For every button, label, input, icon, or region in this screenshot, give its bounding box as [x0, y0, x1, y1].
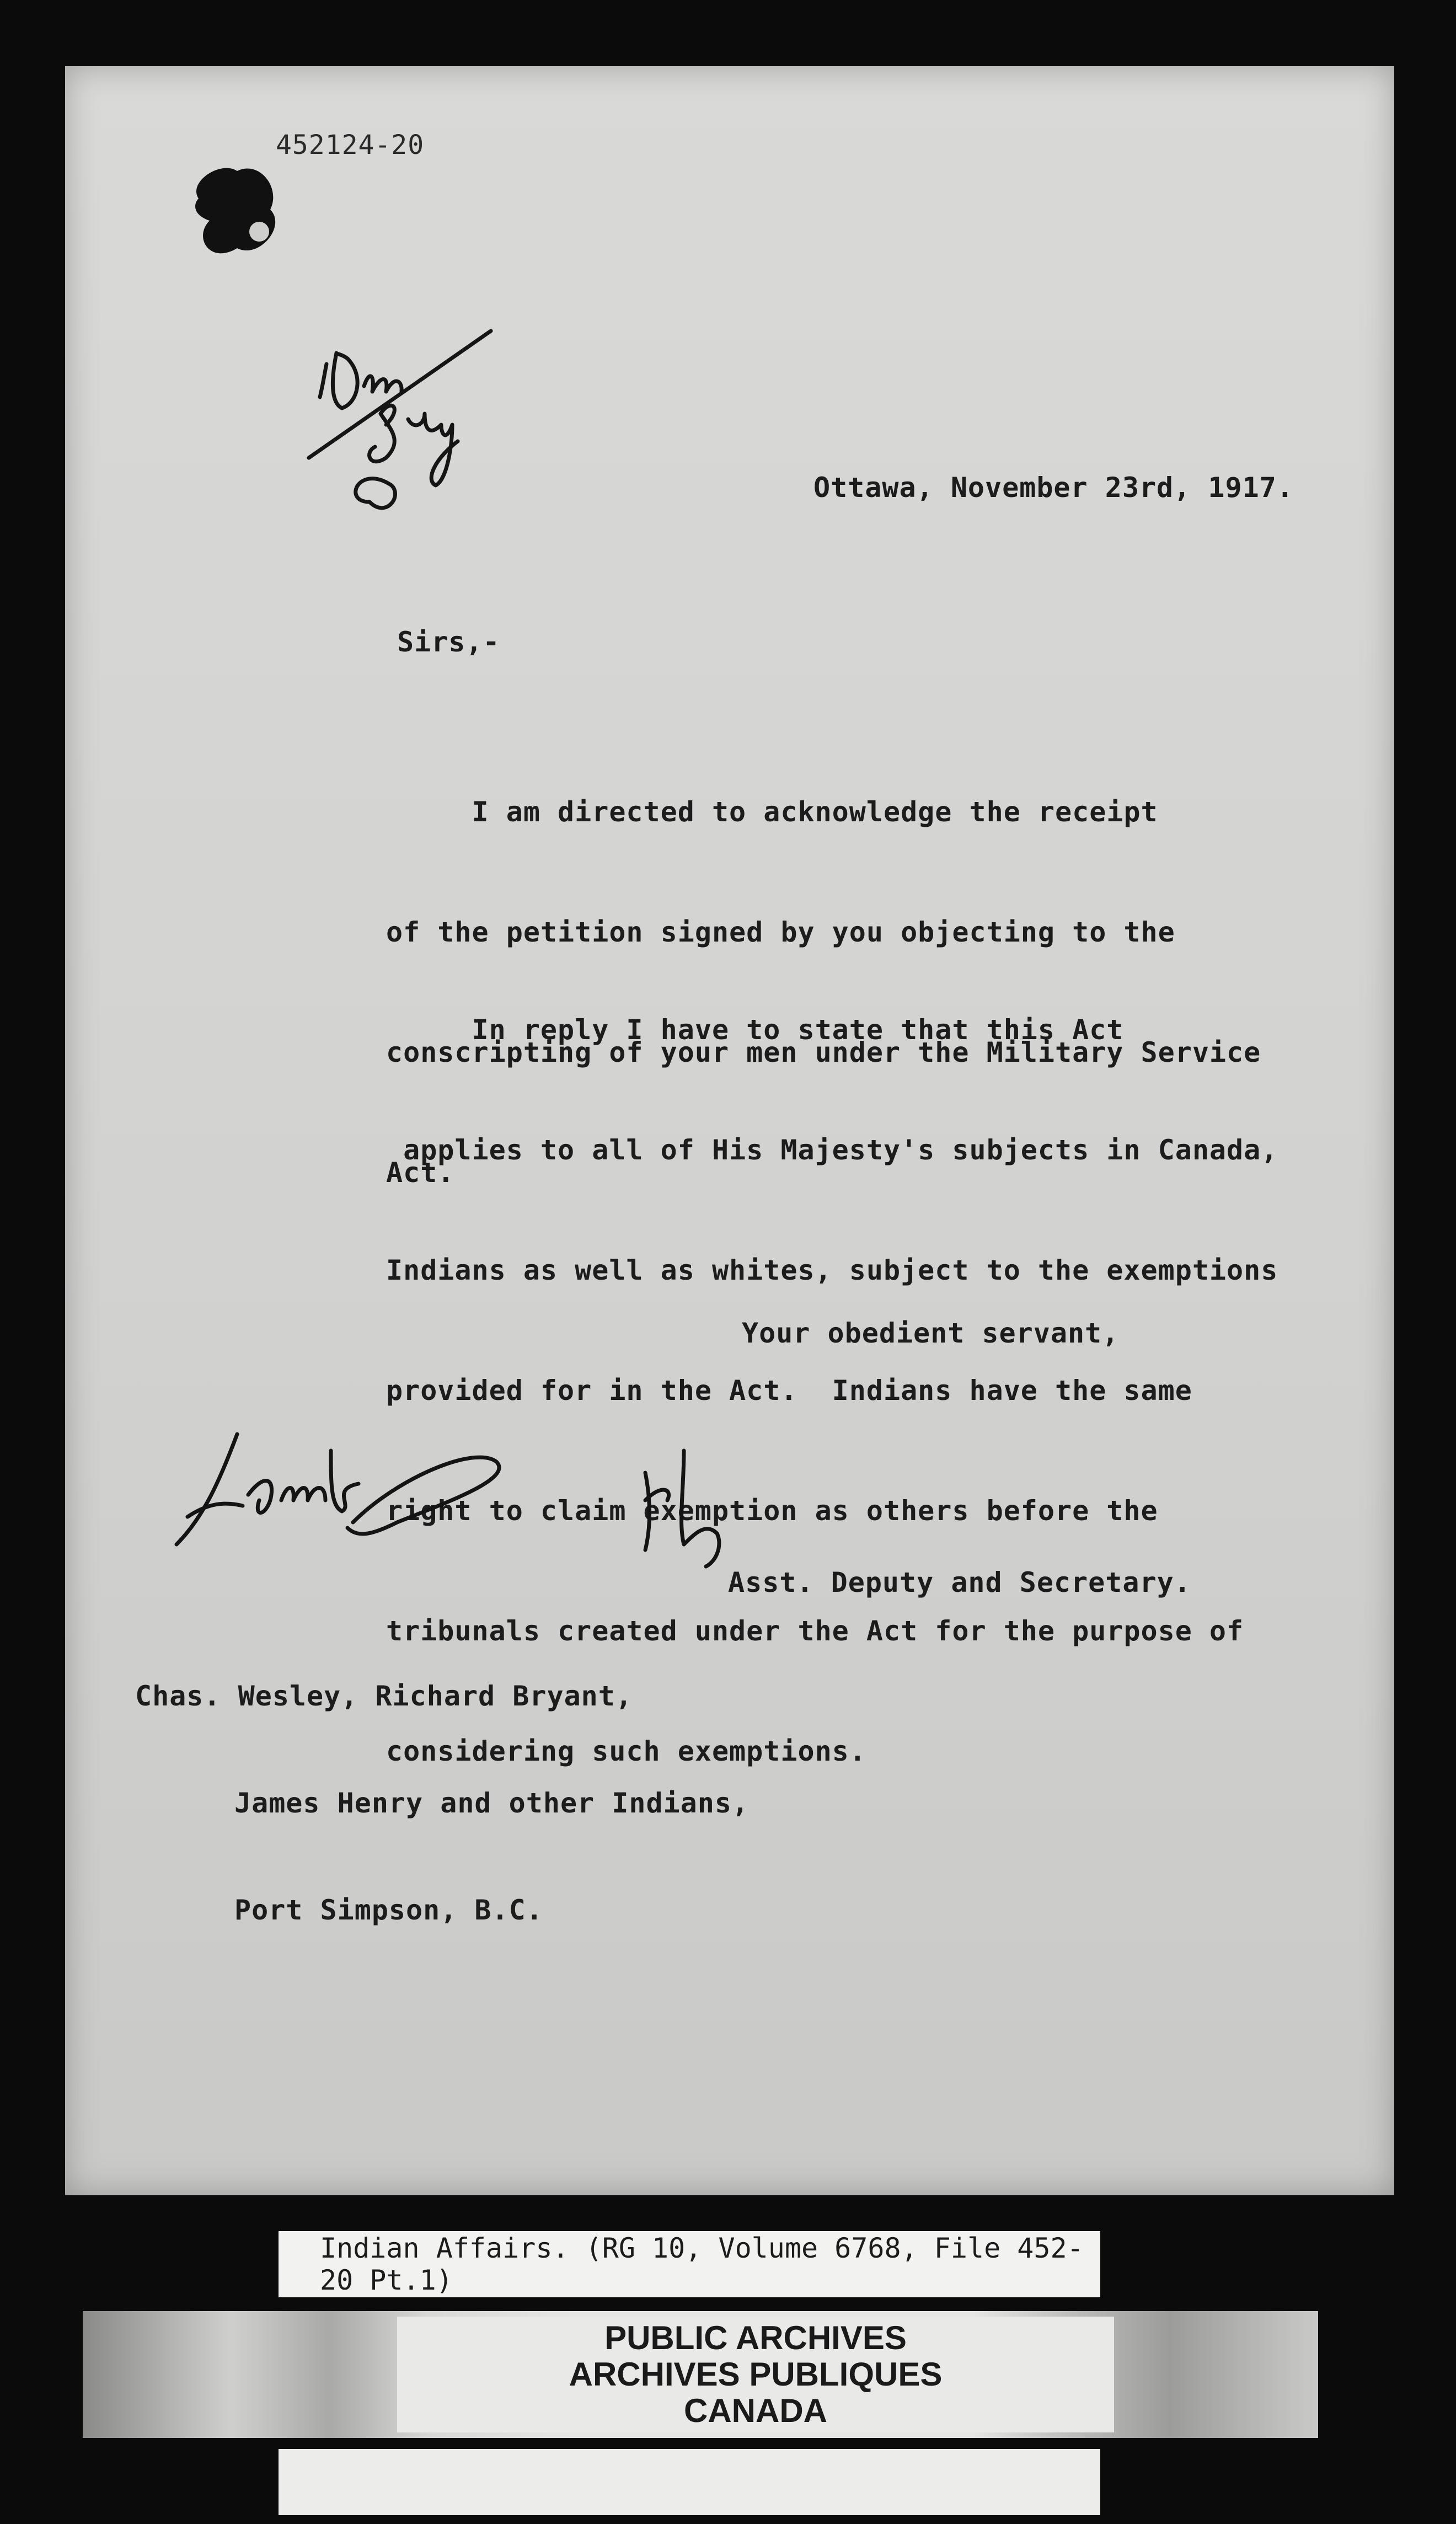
signature-title: Asst. Deputy and Secretary.: [728, 1566, 1191, 1598]
paragraph-1-line: of the petition signed by you objecting to the: [386, 916, 1175, 948]
paragraph-2-line: right to claim exemption as others before the: [386, 1495, 1158, 1527]
initials-signature: [623, 1440, 767, 1572]
handwritten-signature: [165, 1412, 529, 1578]
paragraph-2-line: considering such exemptions.: [386, 1735, 866, 1767]
archives-title-block: [397, 2317, 1114, 2432]
addressee-line: Chas. Wesley, Richard Bryant,: [135, 1680, 633, 1712]
dateline: Ottawa, November 23rd, 1917.: [813, 472, 1294, 504]
handwritten-margin-note: [259, 320, 546, 541]
salutation: Sirs,-: [397, 626, 500, 658]
paragraph-2-line: In reply I have to state that this Act: [386, 1014, 1124, 1046]
paragraph-1-line: Act.: [386, 1157, 455, 1189]
ink-blot: [176, 149, 320, 292]
closing: Your obedient servant,: [742, 1317, 1120, 1349]
paragraph-1-line: I am directed to acknowledge the receipt: [386, 796, 1158, 828]
addressee-line: Port Simpson, B.C.: [234, 1894, 543, 1926]
archives-title-line: CANADA: [684, 2392, 827, 2429]
paragraph-2-line: applies to all of His Majesty's subjects in Canada,: [386, 1134, 1278, 1166]
paragraph-2-line: provided for in the Act. Indians have the same: [386, 1375, 1192, 1407]
file-number: 452124-20: [276, 130, 425, 161]
paragraph-2-line: tribunals created under the Act for the purpose of: [386, 1615, 1244, 1647]
archives-title-line: PUBLIC ARCHIVES: [604, 2319, 907, 2356]
paragraph-2-line: Indians as well as whites, subject to the exemptions: [386, 1254, 1278, 1286]
paragraph-1-line: conscripting of your men under the Military Service: [386, 1036, 1261, 1068]
archive-reference-label: [279, 2231, 1100, 2297]
archive-reference: Indian Affairs. (RG 10, Volume 6768, File 452-20 Pt.1): [320, 2232, 1084, 2296]
addressee-line: James Henry and other Indians,: [234, 1787, 750, 1819]
archives-title-line: ARCHIVES PUBLIQUES: [569, 2356, 943, 2393]
blank-label-box: [279, 2449, 1100, 2515]
addressee-block: [135, 1611, 749, 1964]
